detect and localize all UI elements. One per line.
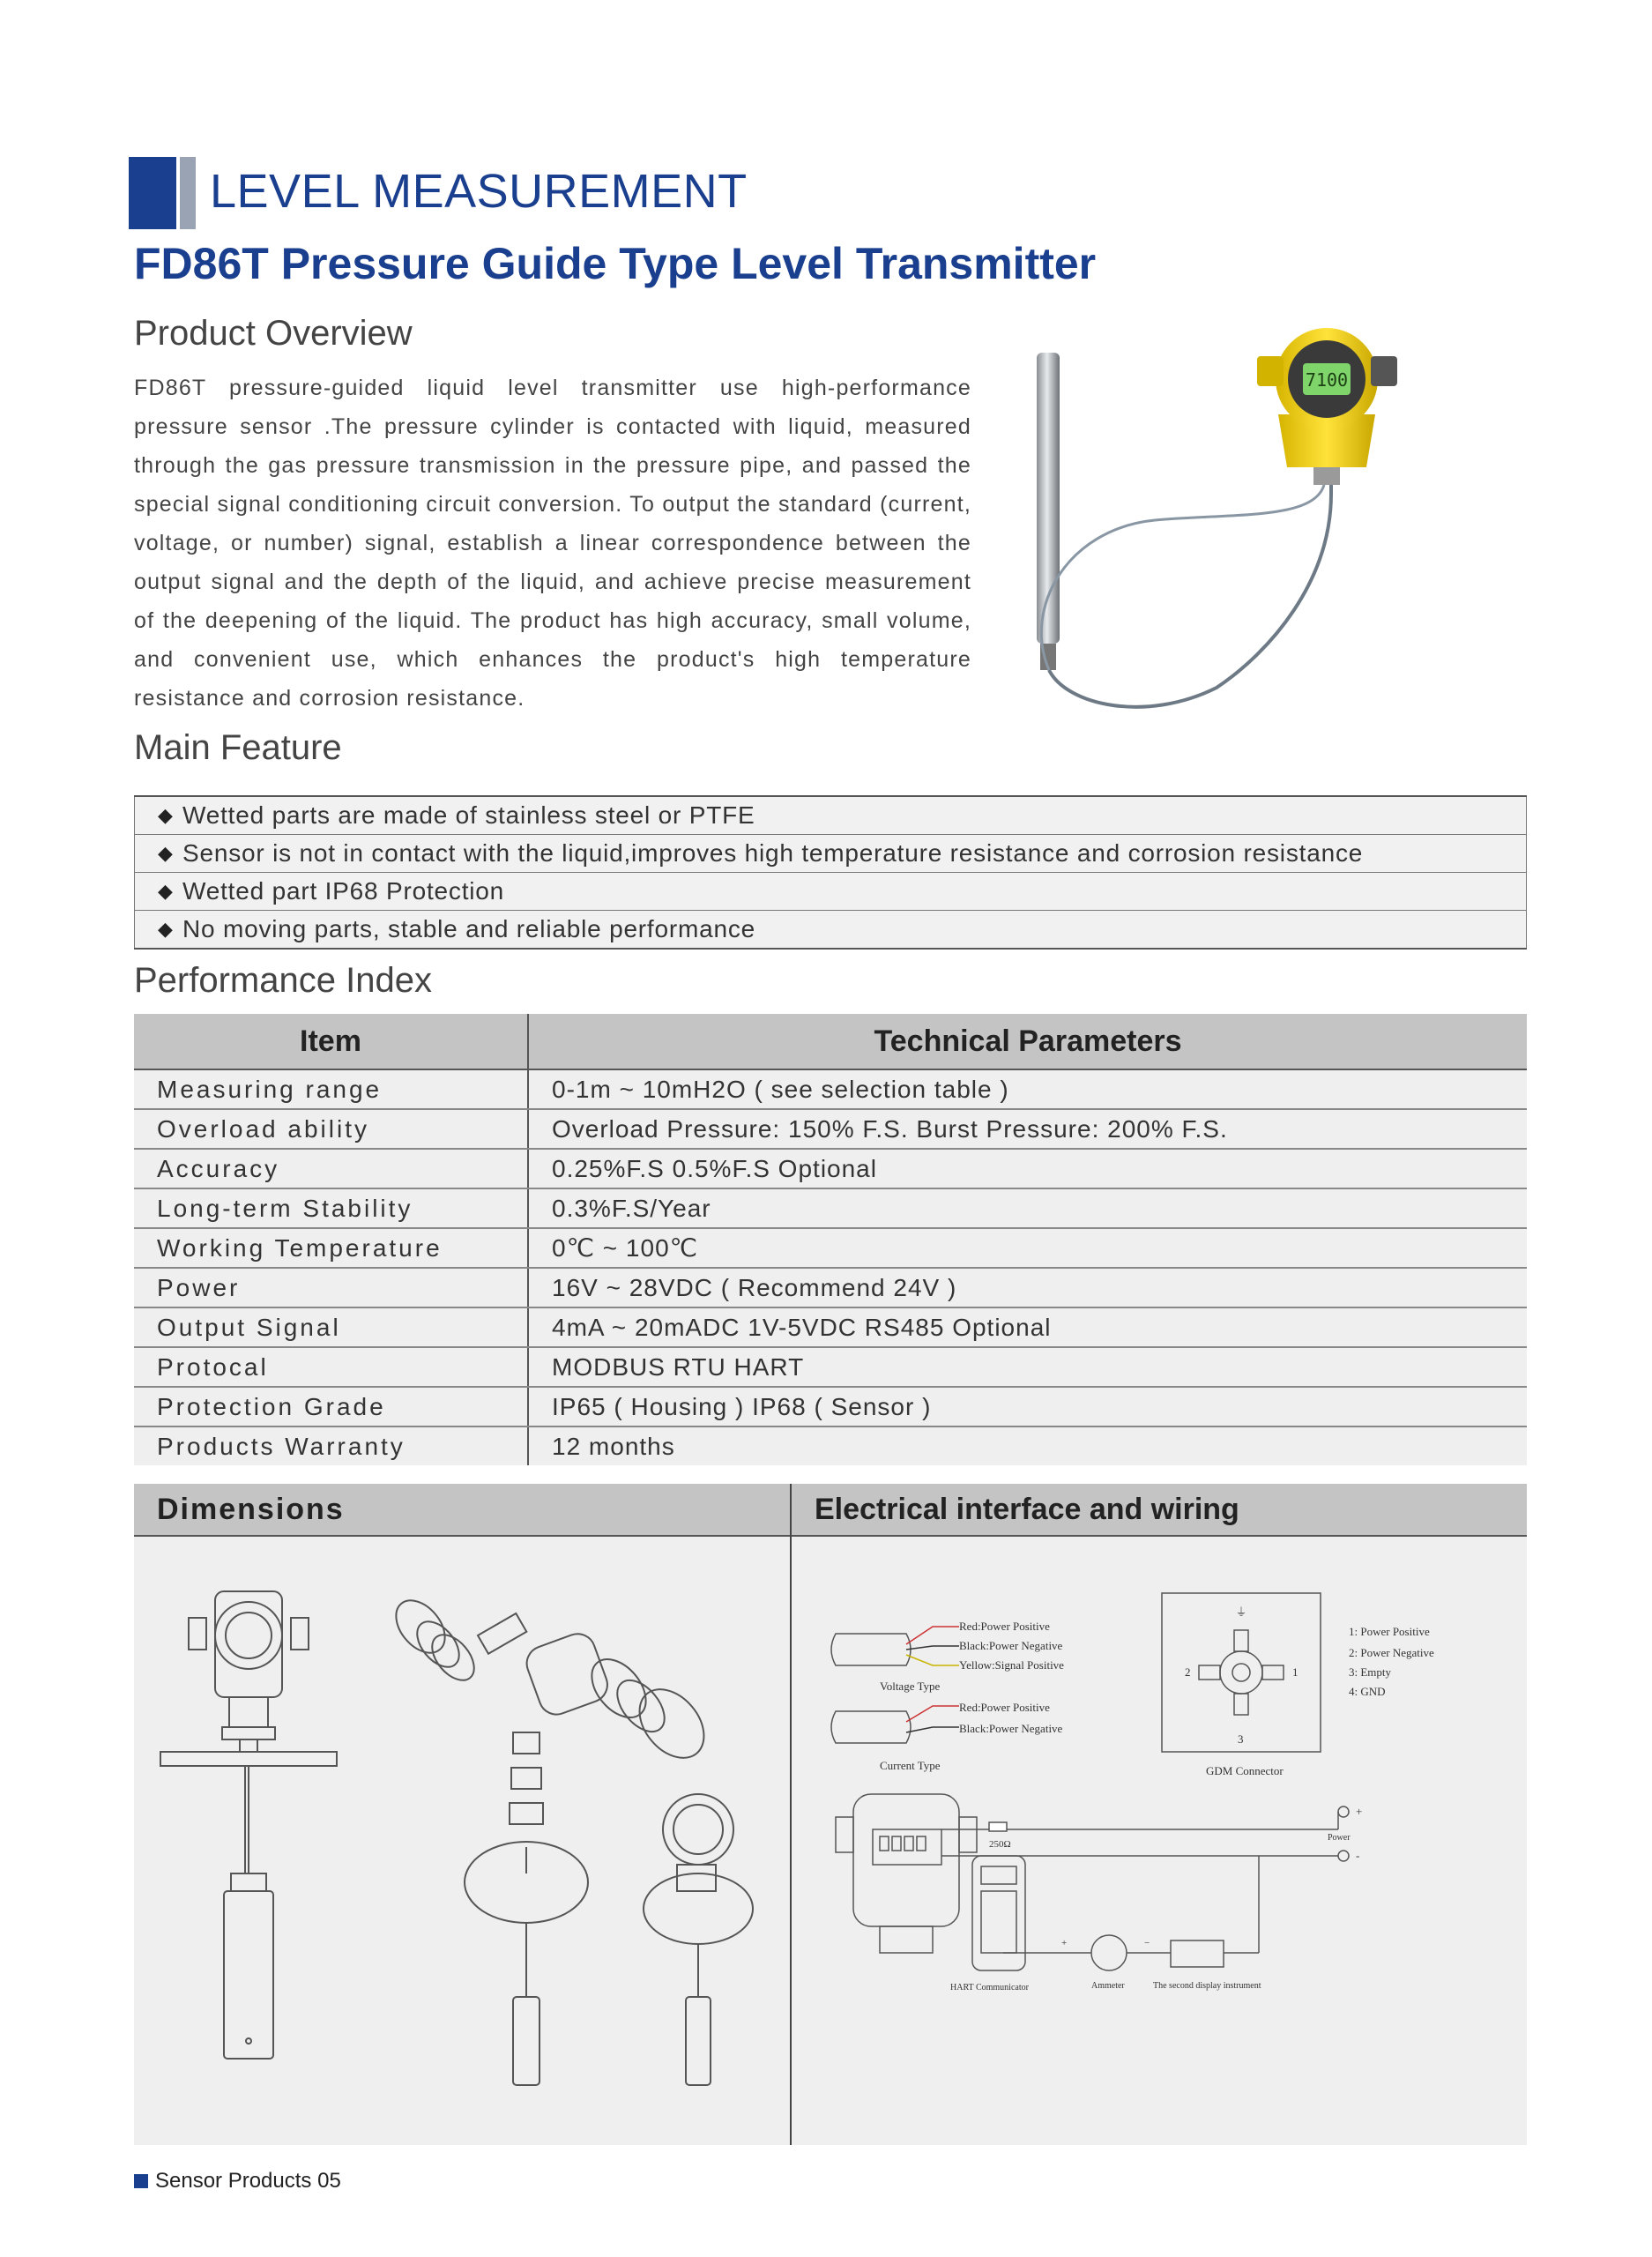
display-reading: 7100: [1305, 369, 1349, 391]
voltage-type-label: Voltage Type: [880, 1680, 941, 1693]
side-transmitter-drawing: [644, 1794, 753, 2085]
dimensions-drawing: [134, 1538, 790, 2145]
product-image: [1014, 317, 1437, 741]
table-row: Power 16V ~ 28VDC ( Recommend 24V ): [134, 1268, 1527, 1307]
overview-heading: Product Overview: [134, 314, 413, 353]
svg-text:⏚: ⏚: [1235, 1605, 1247, 1619]
pin-3-label: 3: [1238, 1732, 1244, 1746]
svg-text:+: +: [1061, 1938, 1068, 1948]
list-item: ◆ No moving parts, stable and reliable performance: [134, 911, 1527, 948]
list-item: ◆ Wetted part IP68 Protection: [134, 873, 1527, 911]
list-item: ◆ Wetted parts are made of stainless steel or PTFE: [134, 797, 1527, 835]
features-list: [134, 795, 1527, 950]
diamond-bullet-icon: ◆: [158, 918, 174, 940]
current-label-red: Red:Power Positive: [959, 1701, 1050, 1714]
ammeter-label: Ammeter: [1091, 1981, 1125, 1991]
current-type-cable: [831, 1701, 1063, 1772]
column-header-item: Item: [134, 1014, 528, 1069]
diamond-bullet-icon: ◆: [158, 880, 174, 902]
diamond-bullet-icon: ◆: [158, 842, 174, 864]
voltage-label-red: Red:Power Positive: [959, 1620, 1050, 1633]
minus-label: -: [1356, 1849, 1360, 1862]
dimensions-heading: Dimensions: [134, 1484, 790, 1537]
table-row: Accuracy 0.25%F.S 0.5%F.S Optional: [134, 1149, 1527, 1188]
table-row: Products Warranty 12 months: [134, 1426, 1527, 1465]
table-row: Protection Grade IP65 ( Housing ) IP68 ( Sensor ): [134, 1387, 1527, 1426]
features-heading: Main Feature: [134, 728, 342, 767]
table-row: Protocal MODBUS RTU HART: [134, 1347, 1527, 1387]
pin-desc-1: 1: Power Positive: [1349, 1625, 1430, 1638]
column-header-params: Technical Parameters: [528, 1014, 1527, 1069]
pin-desc-4: 4: GND: [1349, 1685, 1386, 1698]
table-row: Long-term Stability 0.3%F.S/Year: [134, 1188, 1527, 1228]
performance-table: [134, 1014, 1527, 1465]
resistor-label: 250Ω: [989, 1839, 1011, 1850]
assembled-transmitter-drawing: [160, 1591, 337, 2059]
table-row: Output Signal 4mA ~ 20mADC 1V-5VDC RS485 Optional: [134, 1307, 1527, 1347]
wiring-circuit: [836, 1794, 1362, 1993]
voltage-label-black: Black:Power Negative: [959, 1639, 1063, 1652]
hart-label: HART Communicator: [950, 1983, 1029, 1993]
header-accent-bar: [129, 157, 176, 229]
pin-desc-2: 2: Power Negative: [1349, 1646, 1434, 1659]
connector-name: GDM Connector: [1206, 1764, 1284, 1777]
pin-1-label: 1: [1292, 1665, 1299, 1679]
gdm-connector: [1162, 1593, 1434, 1777]
overview-text: FD86T pressure-guided liquid level transmitter use high-performance pressure sensor .The pressure cylinder is contacted with liquid, measured through the gas pressure transmission in the pressure pipe, and passed the special signal conditioning circuit conversion. To output the standard (current, voltage, or number) signal, establish a linear correspondence between the output signal and the depth of the liquid, and achieve precise measurement of the deepening of the liquid. The product has high accuracy, small volume, and convenient use, which enhances the product's high temperature resistance and corrosion resistance.: [134, 376, 971, 711]
product-title: FD86T Pressure Guide Type Level Transmitter: [134, 239, 1097, 288]
current-label-black: Black:Power Negative: [959, 1722, 1063, 1735]
wiring-diagram: [792, 1538, 1527, 2145]
header-accent-bar-grey: [180, 157, 196, 229]
performance-heading: Performance Index: [134, 961, 432, 1000]
plus-label: +: [1356, 1805, 1363, 1818]
exploded-view-drawing: [386, 1591, 717, 2085]
voltage-type-cable: [831, 1620, 1064, 1693]
bottom-panels: [134, 1484, 1527, 2145]
wiring-heading: Electrical interface and wiring: [792, 1484, 1527, 1537]
current-type-label: Current Type: [880, 1759, 941, 1772]
pin-2-label: 2: [1185, 1665, 1191, 1679]
table-row: Measuring range 0-1m ~ 10mH2O ( see selection table ): [134, 1069, 1527, 1109]
table-row: Overload ability Overload Pressure: 150% F.S. Burst Pressure: 200% F.S.: [134, 1109, 1527, 1149]
footer-text: Sensor Products 05: [155, 2169, 341, 2193]
svg-text:−: −: [1144, 1938, 1150, 1948]
second-display-label: The second display instrument: [1153, 1981, 1261, 1991]
voltage-label-yellow: Yellow:Signal Positive: [959, 1658, 1064, 1672]
pin-desc-3: 3: Empty: [1349, 1665, 1392, 1679]
section-title: LEVEL MEASUREMENT: [210, 165, 748, 218]
table-row: Working Temperature 0℃ ~ 100℃: [134, 1228, 1527, 1268]
footer-square-icon: [134, 2174, 148, 2188]
diamond-bullet-icon: ◆: [158, 804, 174, 826]
power-label: Power: [1328, 1833, 1351, 1843]
list-item: ◆ Sensor is not in contact with the liquid,improves high temperature resistance and corrosion resistance: [134, 835, 1527, 873]
